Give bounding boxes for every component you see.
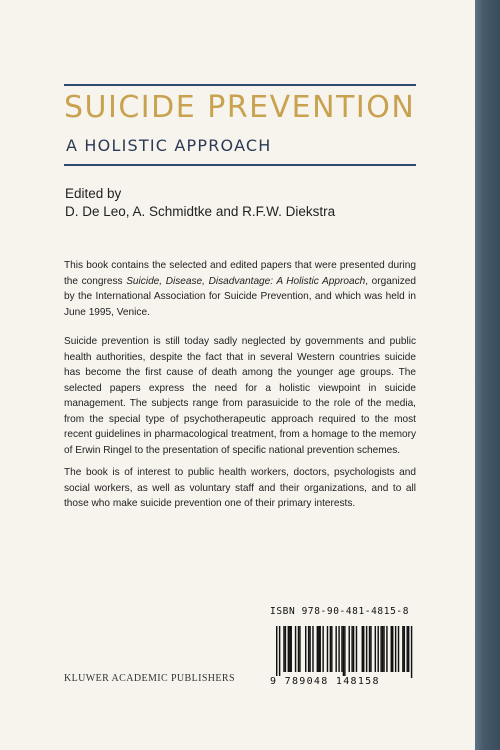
barcode-bar	[349, 626, 350, 672]
barcode-bar	[351, 626, 352, 672]
barcode-bar	[291, 626, 292, 672]
barcode-bar	[404, 626, 405, 672]
barcode-bar	[356, 626, 357, 672]
book-subtitle: A HOLISTIC APPROACH	[66, 136, 272, 155]
barcode-bar	[279, 626, 280, 678]
barcode-bar	[383, 626, 384, 672]
barcode-number: 9 789048 148158	[270, 676, 380, 687]
barcode-bar	[341, 626, 342, 672]
barcode	[274, 626, 414, 678]
barcode-bar	[386, 626, 387, 672]
book-title: SUICIDE PREVENTION	[64, 90, 416, 125]
barcode-bar	[305, 626, 306, 672]
barcode-bar	[408, 626, 409, 672]
barcode-bar	[392, 626, 393, 672]
barcode-bar	[295, 626, 296, 672]
barcode-bar	[411, 626, 412, 678]
barcode-bar	[398, 626, 399, 672]
barcode-bar	[380, 626, 381, 672]
barcode-bar	[375, 626, 376, 672]
barcode-bar	[318, 626, 319, 672]
barcode-bar	[344, 626, 345, 678]
editor-names: D. De Leo, A. Schmidtke and R.F.W. Diekstra	[65, 204, 336, 219]
bottom-rule	[64, 164, 416, 166]
barcode-bar	[395, 626, 396, 672]
isbn-text: ISBN 978-90-481-4815-8	[270, 606, 410, 617]
barcode-bar	[276, 626, 277, 678]
barcode-bar	[370, 626, 371, 672]
edited-by-label: Edited by	[65, 186, 122, 201]
barcode-bar	[353, 626, 354, 672]
barcode-bar	[335, 626, 336, 672]
publisher-name: KLUWER ACADEMIC PUBLISHERS	[64, 673, 235, 684]
barcode-bar	[343, 626, 344, 678]
barcode-bar	[299, 626, 300, 672]
barcode-bar	[285, 626, 286, 672]
congress-name: Suicide, Disease, Disadvantage: A Holistic Approach	[126, 275, 366, 287]
barcode-bar	[283, 626, 284, 672]
blurb-p1-text-b: , organized by the International Association for Suicide Prevention, and which was held in June 1995, Venice.	[64, 275, 416, 318]
barcode-bar	[382, 626, 383, 672]
blurb-paragraph-1	[64, 258, 416, 320]
barcode-bar	[289, 626, 290, 672]
barcode-bar	[402, 626, 403, 672]
barcode-bar	[330, 626, 331, 672]
blurb-p1-text-a: This book contains the selected and edited papers that were presented during the congress	[64, 260, 416, 287]
barcode-bar	[298, 626, 299, 672]
barcode-bar	[391, 626, 392, 672]
barcode-bar	[369, 626, 370, 672]
barcode-bar	[407, 626, 408, 672]
barcode-bar	[331, 626, 332, 672]
barcode-bar	[327, 626, 328, 672]
barcode-bar	[322, 626, 323, 672]
barcode-bar	[338, 626, 339, 672]
barcode-bar	[309, 626, 310, 672]
barcode-bar	[317, 626, 318, 672]
top-rule	[64, 84, 416, 86]
barcode-bar	[312, 626, 313, 672]
blurb-paragraph-2: Suicide prevention is still today sadly neglected by governments and public health authorities, despite the fact that in several Western countries suicide has become the first cause of death among the younger age groups. The selected papers express the need for a holistic viewpoint in suicide management. The subjects range from parasuicide to the role of the media, from the special type of psychotherapeutic approach required to the most recent guidelines in pharmacological treatment, from a homage to the memory of Erwin Ringel to the presentation of specific national prevention schemes.	[64, 336, 416, 456]
book-spine-edge	[475, 0, 500, 750]
blurb-paragraph-3: The book is of interest to public health workers, doctors, psychologists and social workers, as well as voluntary staff and their organizations, and to all those who make suicide prevention one of their primary interests.	[64, 467, 416, 509]
barcode-bar	[320, 626, 321, 672]
barcode-bar	[363, 626, 364, 672]
barcode-bar	[308, 626, 309, 672]
barcode-bar	[362, 626, 363, 672]
barcode-bar	[288, 626, 289, 672]
barcode-bar	[366, 626, 367, 672]
barcode-bar	[378, 626, 379, 672]
